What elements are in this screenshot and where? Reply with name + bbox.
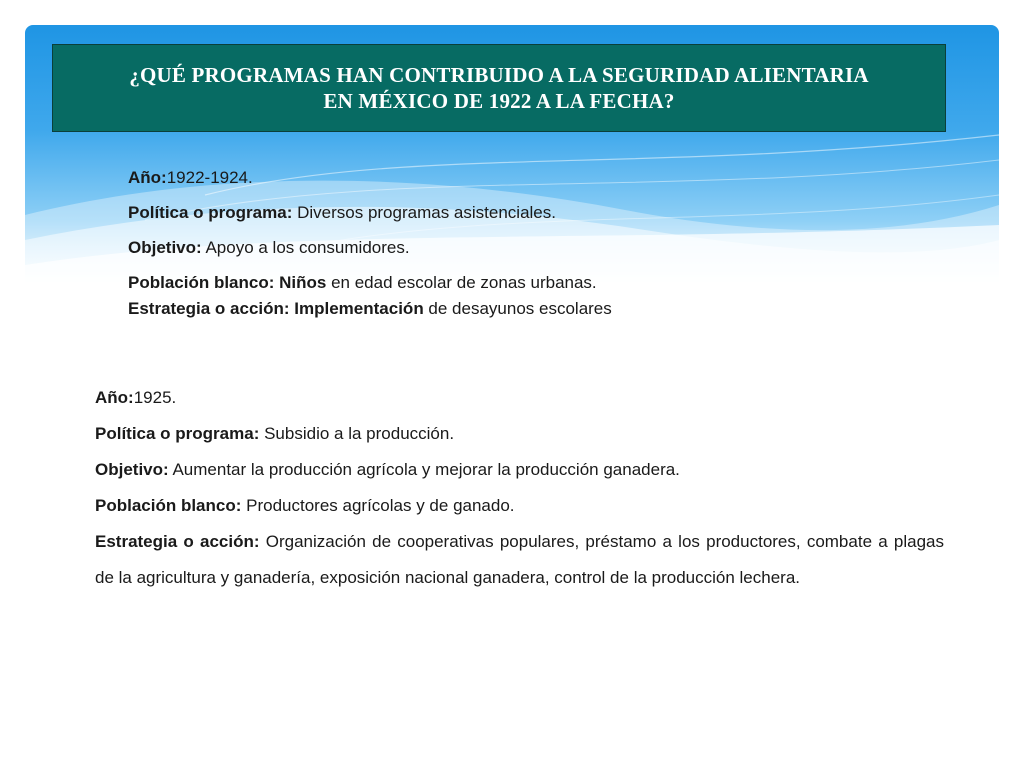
population-value: en edad escolar de zonas urbanas.: [326, 273, 597, 292]
year-label: Año:: [128, 168, 167, 187]
title-line-1: ¿QUÉ PROGRAMAS HAN CONTRIBUIDO A LA SEGURIDAD ALIENTARIA: [129, 63, 869, 87]
objective-value: Aumentar la producción agrícola y mejorar la producción ganadera.: [168, 460, 680, 479]
policy-label: Política o programa:: [95, 424, 260, 443]
strategy-label: Estrategia o acción:: [128, 299, 290, 318]
policy-value: Diversos programas asistenciales.: [292, 203, 556, 222]
objective-label: Objetivo:: [95, 460, 169, 479]
policy-row: [128, 202, 948, 237]
strategy-value: de desayunos escolares: [423, 299, 612, 318]
year-label: Año:: [95, 388, 134, 407]
slide-title-box: [52, 44, 946, 132]
policy-value: Subsidio a la producción.: [259, 424, 455, 443]
strategy-label: Estrategia o acción:: [95, 532, 260, 551]
population-label: Población blanco:: [128, 273, 275, 292]
objective-value: Apoyo a los consumidores.: [201, 238, 410, 257]
population-label: Población blanco:: [95, 496, 242, 515]
program-block-1922: [128, 167, 948, 333]
strategy-value: Organización de cooperativas populares, préstamo a los productores, combate a plagas de la agricultura y ganadería, exposición nacional ganadera, control de la producción lechera.: [95, 532, 944, 587]
year-value: 1922-1924.: [166, 168, 253, 187]
year-row: [128, 167, 948, 202]
strategy-bold: Implementación: [289, 299, 424, 318]
year-value: 1925.: [133, 388, 177, 407]
program-block-1925: [95, 380, 944, 596]
objective-label: Objetivo:: [128, 238, 202, 257]
objective-row: [95, 452, 944, 488]
title-line-2: EN MÉXICO DE 1922 A LA FECHA?: [323, 89, 675, 113]
population-row: [95, 488, 944, 524]
year-row: [95, 380, 944, 416]
population-bold: Niños: [274, 273, 327, 292]
strategy-row: [128, 298, 948, 333]
policy-label: Política o programa:: [128, 203, 293, 222]
population-value: Productores agrícolas y de ganado.: [241, 496, 515, 515]
policy-row: [95, 416, 944, 452]
objective-row: [128, 237, 948, 272]
strategy-row: [95, 524, 944, 596]
population-row: [128, 272, 948, 298]
